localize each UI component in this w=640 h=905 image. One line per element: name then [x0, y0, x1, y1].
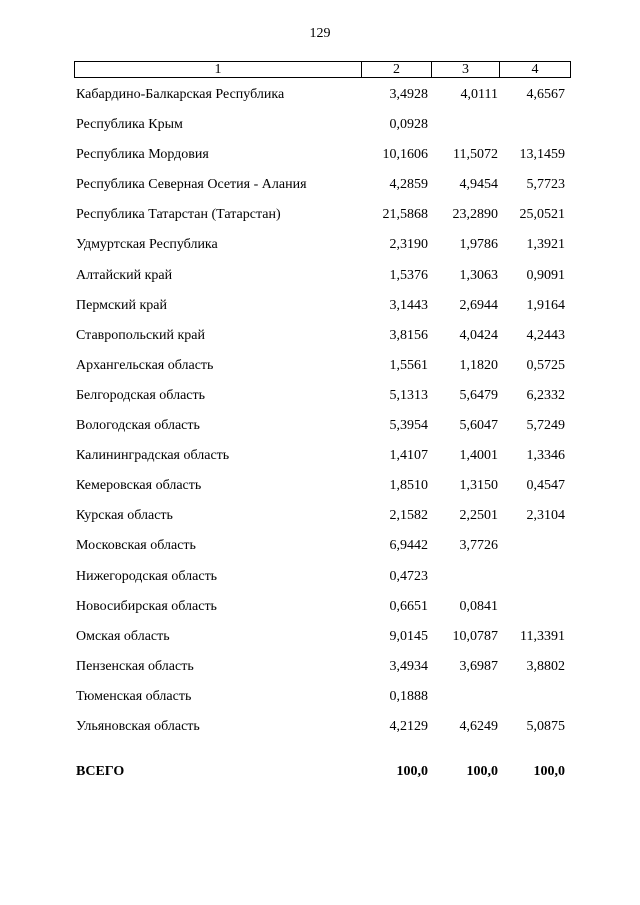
table-row	[0, 385, 640, 415]
row-col-4: 1,3921	[526, 237, 565, 253]
row-name: Вологодская область	[76, 418, 200, 434]
row-col-3: 23,2890	[452, 207, 498, 223]
table-header	[74, 61, 571, 78]
row-name: Нижегородская область	[76, 568, 218, 584]
row-name: Ульяновская область	[76, 718, 200, 734]
row-col-3: 4,6249	[459, 718, 498, 734]
table-row	[0, 656, 640, 686]
table-row	[0, 475, 640, 505]
table-row	[0, 325, 640, 355]
table-row	[0, 234, 640, 264]
row-col-2: 21,5868	[382, 207, 428, 223]
row-col-4: 2,3104	[526, 508, 565, 524]
row-col-2: 0,4723	[389, 568, 428, 584]
row-col-4: 11,3391	[520, 628, 565, 644]
row-name: Тюменская область	[76, 688, 192, 704]
table-row	[0, 174, 640, 204]
row-name: Пензенская область	[76, 658, 194, 674]
row-name: Московская область	[76, 538, 196, 554]
row-col-3: 1,1820	[459, 357, 498, 373]
table-row	[0, 505, 640, 535]
row-col-2: 1,5376	[389, 267, 428, 283]
row-name: Алтайский край	[76, 267, 173, 283]
table-row	[0, 626, 640, 656]
table-row	[0, 204, 640, 234]
row-col-2: 0,0928	[389, 117, 428, 133]
row-col-2: 1,4107	[389, 448, 428, 464]
table-row	[0, 295, 640, 325]
table-row	[0, 114, 640, 144]
row-col-2: 5,1313	[389, 387, 428, 403]
row-name: Республика Крым	[76, 117, 183, 133]
table-row	[0, 716, 640, 746]
row-col-3: 4,0424	[459, 327, 498, 343]
row-col-4: 1,3346	[526, 448, 565, 464]
row-col-4: 5,7249	[526, 418, 565, 434]
row-col-3: 1,4001	[459, 448, 498, 464]
row-col-3: 5,6047	[459, 418, 498, 434]
row-name: Кемеровская область	[76, 478, 202, 494]
table-row	[0, 445, 640, 475]
row-col-4: 0,9091	[526, 267, 565, 283]
table-row	[0, 596, 640, 626]
row-col-2: 0,6651	[389, 598, 428, 614]
total-col-4: 100,0	[533, 764, 565, 779]
row-col-3: 1,3150	[459, 478, 498, 494]
row-col-2: 4,2129	[389, 718, 428, 734]
row-name: Удмуртская Республика	[76, 237, 218, 253]
row-col-4: 25,0521	[519, 207, 565, 223]
row-name: Ставропольский край	[76, 327, 205, 343]
row-col-4: 5,7723	[526, 177, 565, 193]
row-col-2: 10,1606	[382, 147, 428, 163]
row-col-2: 2,3190	[389, 237, 428, 253]
row-col-2: 9,0145	[389, 628, 428, 644]
table-row	[0, 144, 640, 174]
row-col-4: 1,9164	[526, 297, 565, 313]
row-col-3: 5,6479	[459, 387, 498, 403]
page-number: 129	[309, 26, 331, 41]
table-row	[0, 84, 640, 114]
row-name: Белгородская область	[76, 387, 206, 403]
row-col-4: 3,8802	[526, 658, 565, 674]
row-col-4: 0,5725	[526, 357, 565, 373]
table-body	[0, 84, 640, 746]
table-row	[0, 535, 640, 565]
row-name: Новосибирская область	[76, 598, 217, 614]
row-col-3: 3,6987	[459, 658, 498, 674]
header-col-1: 1	[75, 62, 362, 78]
row-col-4: 5,0875	[526, 718, 565, 734]
row-name: Республика Мордовия	[76, 147, 209, 163]
row-name: Пермский край	[76, 297, 167, 313]
row-col-2: 3,8156	[389, 327, 428, 343]
row-col-3: 4,9454	[459, 177, 498, 193]
row-col-3: 11,5072	[453, 147, 498, 163]
row-col-3: 10,0787	[452, 628, 498, 644]
total-col-2: 100,0	[396, 764, 428, 779]
row-col-3: 4,0111	[460, 87, 498, 102]
row-col-2: 3,4934	[389, 658, 428, 674]
total-label: ВСЕГО	[76, 764, 125, 779]
table-row	[0, 415, 640, 445]
total-row	[0, 761, 640, 783]
row-col-4: 4,2443	[526, 327, 565, 343]
row-col-4: 4,6567	[526, 87, 565, 102]
total-col-3: 100,0	[466, 764, 498, 779]
row-name: Республика Татарстан (Татарстан)	[76, 207, 281, 223]
row-col-2: 6,9442	[389, 538, 428, 554]
row-name: Омская область	[76, 628, 170, 644]
row-col-2: 2,1582	[389, 508, 428, 524]
row-name: Республика Северная Осетия - Алания	[76, 177, 307, 193]
row-col-3: 3,7726	[459, 538, 498, 554]
header-col-2: 2	[362, 62, 432, 78]
row-name: Калининградская область	[76, 448, 230, 464]
row-col-2: 1,5561	[389, 357, 428, 373]
row-col-3: 1,9786	[459, 237, 498, 253]
row-col-2: 4,2859	[389, 177, 428, 193]
row-col-4: 6,2332	[526, 387, 565, 403]
table-row	[0, 265, 640, 295]
row-col-3: 0,0841	[459, 598, 498, 614]
row-name: Архангельская область	[76, 357, 214, 373]
row-name: Кабардино-Балкарская Республика	[76, 87, 285, 102]
row-col-2: 3,1443	[389, 297, 428, 313]
row-col-2: 0,1888	[389, 688, 428, 704]
header-col-4: 4	[500, 62, 571, 78]
row-col-2: 1,8510	[389, 478, 428, 494]
row-name: Курская область	[76, 508, 173, 524]
row-col-3: 2,2501	[459, 508, 498, 524]
row-col-2: 3,4928	[389, 87, 428, 102]
table-row	[0, 355, 640, 385]
row-col-3: 1,3063	[459, 267, 498, 283]
row-col-3: 2,6944	[459, 297, 498, 313]
row-col-4: 13,1459	[519, 147, 565, 163]
table-row	[0, 566, 640, 596]
row-col-2: 5,3954	[389, 418, 428, 434]
header-col-3: 3	[432, 62, 500, 78]
table-row	[0, 686, 640, 716]
row-col-4: 0,4547	[526, 478, 565, 494]
